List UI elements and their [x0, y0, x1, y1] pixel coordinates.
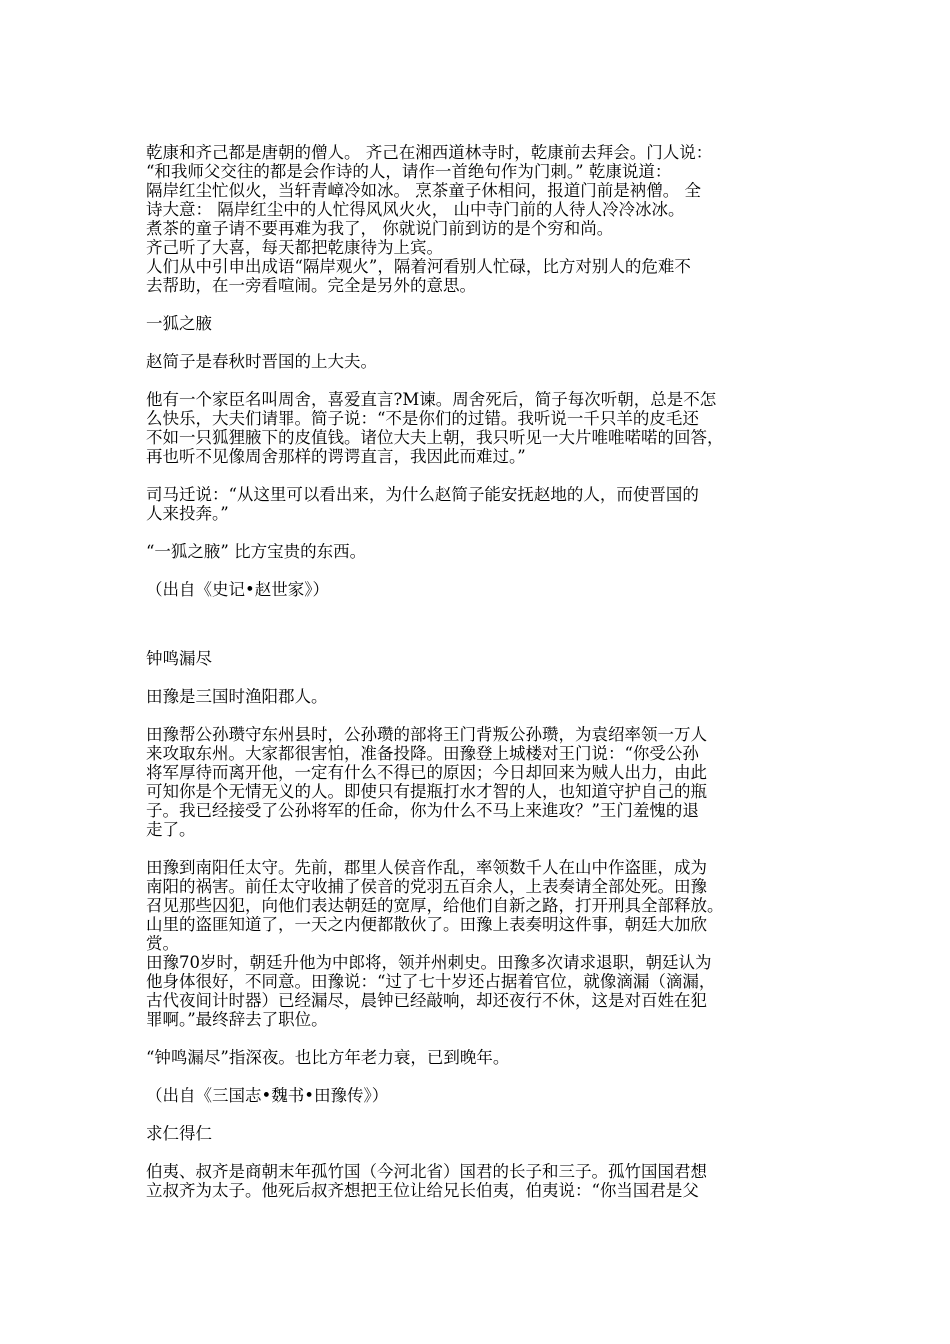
text-line: 罪啊。”最终辞去了职位。 [146, 1010, 328, 1029]
text-line: 乾康和齐己都是唐朝的僧人。 齐己在湘西道林寺时，乾康前去拜会。门人说： [146, 143, 713, 162]
document-body [146, 143, 812, 1200]
source-citation: （出自《史记•赵世家》） [146, 580, 329, 599]
section-title-zhong-ming-lou-jin: 钟鸣漏尽 [146, 649, 212, 668]
text-line: 田豫70岁时，朝廷升他为中郎将，领并州刺史。田豫多次请求退职，朝廷认为 [146, 953, 712, 972]
text-line: 不如一只狐狸腋下的皮值钱。诸位大夫上朝，我只听见一大片唯唯喏喏的回答， [146, 428, 724, 447]
text-line: 司马迁说：“从这里可以看出来，为什么赵简子能安抚赵地的人，而使晋国的 [146, 485, 699, 504]
text-line: 再也听不见像周舍那样的谔谔直言，我因此而难过。” [146, 447, 526, 466]
section-title-yi-hu-zhi-ye: 一狐之腋 [146, 314, 212, 333]
text-line: 来攻取东州。大家都很害怕，准备投降。田豫登上城楼对王门说：“你受公孙 [146, 744, 699, 763]
text-line: 人来投奔。” [146, 504, 229, 523]
poem-line: 隔岸红尘忙似火，当轩青嶂冷如冰。 烹茶童子休相问，报道门前是衲僧。 全 [146, 181, 701, 200]
text-line: 将军厚待而离开他，一定有什么不得已的原因；今日却回来为贼人出力，由此 [146, 763, 707, 782]
text-line: “钟鸣漏尽”指深夜。也比方年老力衰，已到晚年。 [146, 1048, 510, 1067]
text-line: 赵简子是春秋时晋国的上大夫。 [146, 352, 377, 371]
text-line: 走了。 [146, 820, 196, 839]
text-line: 田豫帮公孙瓒守东州县时，公孙瓒的部将王门背叛公孙瓒，为袁绍率领一万人 [146, 725, 707, 744]
section-title-qiu-ren-de-ren: 求仁得仁 [146, 1124, 212, 1143]
text-line: 伯夷、叔齐是商朝末年孤竹国（今河北省）国君的长子和三子。孤竹国国君想 [146, 1162, 707, 1181]
text-line: “和我师父交往的都是会作诗的人，请作一首绝句作为门刺。” 乾康说道： [146, 162, 672, 181]
text-line: “一狐之腋” 比方宝贵的东西。 [146, 542, 367, 561]
text-line: 他有一个家臣名叫周舍，喜爱直言?M谏。周舍死后，简子每次听朝，总是不怎 [146, 390, 717, 409]
text-line: 煮茶的童子请不要再难为我了， 你就说门前到访的是个穷和尚。 [146, 219, 614, 238]
text-line: 田豫到南阳任太守。先前，郡里人侯音作乱，率领数千人在山中作盗匪，成为 [146, 858, 707, 877]
source-citation: （出自《三国志•魏书•田豫传》） [146, 1086, 389, 1105]
text-line: 召见那些囚犯，向他们表达朝廷的宽厚，给他们自新之路，打开刑具全部释放。 [146, 896, 724, 915]
text-line: 田豫是三国时渔阳郡人。 [146, 687, 328, 706]
text-line: 齐己听了大喜，每天都把乾康待为上宾。 [146, 238, 443, 257]
text-line: 山里的盗匪知道了，一天之内便都散伙了。田豫上表奏明这件事，朝廷大加欣 [146, 915, 707, 934]
text-line: 赏。 [146, 934, 179, 953]
text-line: 么快乐，大夫们请罪。简子说：“不是你们的过错。我听说一千只羊的皮毛还 [146, 409, 699, 428]
text-line: 南阳的祸害。前任太守收捕了侯音的党羽五百余人，上表奏请全部处死。田豫 [146, 877, 707, 896]
text-line: 古代夜间计时器）已经漏尽，晨钟已经敲响，却还夜行不休，这是对百姓在犯 [146, 991, 707, 1010]
text-line: 可知你是个无情无义的人。即使只有提瓶打水才智的人，也知道守护自己的瓶 [146, 782, 707, 801]
text-line: 子。我已经接受了公孙将军的任命，你为什么不马上来進攻？”王门羞愧的退 [146, 801, 699, 820]
text-line: 人们从中引申出成语“隔岸观火”，隔着河看别人忙碌，比方对别人的危难不 [146, 257, 691, 276]
text-line: 去帮助，在一旁看喧闹。完全是另外的意思。 [146, 276, 476, 295]
text-line: 立叔齐为太子。他死后叔齐想把王位让给兄长伯夷，伯夷说：“你当国君是父 [146, 1181, 699, 1200]
text-line: 他身体很好，不同意。田豫说：“过了七十岁还占据着官位，就像滴漏（滴漏， [146, 972, 716, 991]
text-line: 诗大意： 隔岸红尘中的人忙得风风火火， 山中寺门前的人待人冷冷冰冰。 [146, 200, 685, 219]
